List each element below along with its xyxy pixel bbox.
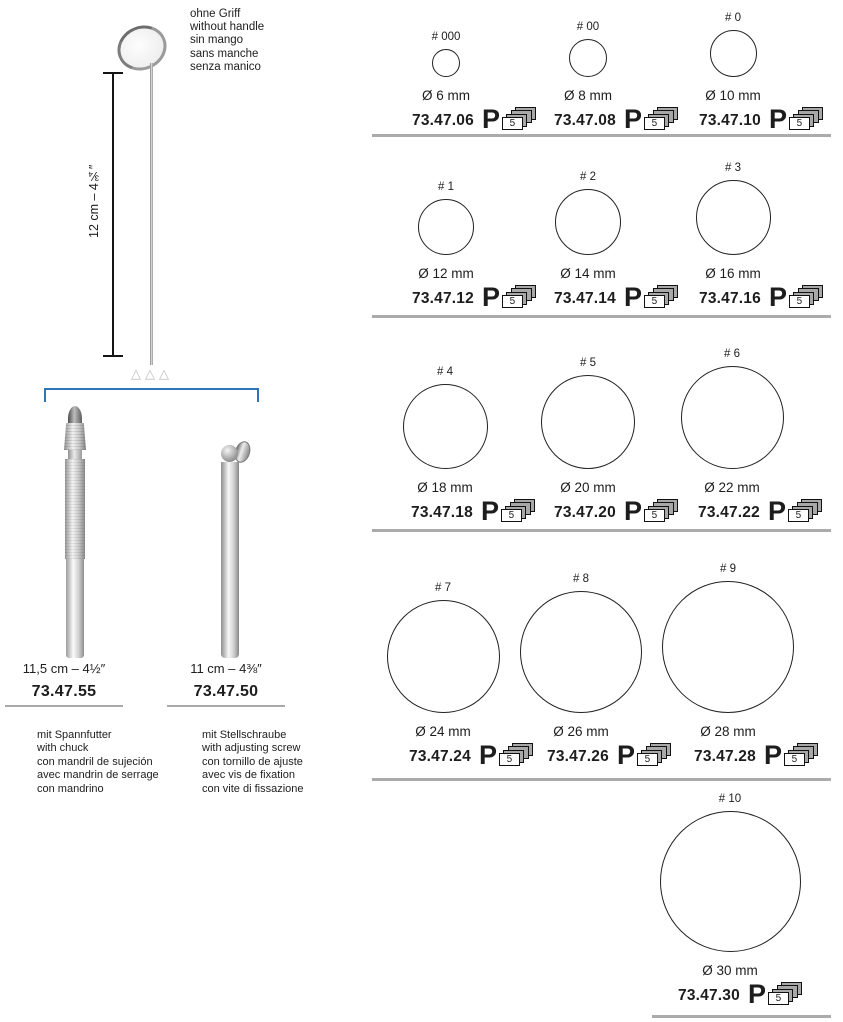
description-line: con tornillo de ajuste xyxy=(202,755,303,768)
pack-quantity-value: 5 xyxy=(789,295,810,308)
row-divider xyxy=(372,315,831,318)
diameter-label: Ø 6 mm xyxy=(421,88,470,103)
variant-line: sin mango xyxy=(190,34,244,47)
catalog-number: 73.47.14 xyxy=(554,290,616,307)
pack-letter: P xyxy=(623,496,642,526)
mirror-diameter-circle xyxy=(403,384,488,469)
description-line: with chuck xyxy=(37,742,89,755)
pack-quantity-icon xyxy=(637,743,661,767)
catalog-number: 73.47.50 xyxy=(167,683,285,707)
pack-quantity-value: 5 xyxy=(644,117,665,130)
pack-quantity-icon xyxy=(789,285,813,309)
catalog-number: 73.47.10 xyxy=(699,112,761,129)
row-divider xyxy=(652,1015,831,1018)
knurled-grip xyxy=(65,459,85,559)
pack-letter: P xyxy=(768,104,787,134)
measurement-cap-bottom xyxy=(103,355,123,357)
variant-line: senza manico xyxy=(190,60,261,73)
pack-quantity-icon xyxy=(644,499,668,523)
catalog-number: 73.47.26 xyxy=(547,748,609,765)
pack-quantity-value: 5 xyxy=(644,509,665,522)
description-line: avec vis de fixation xyxy=(202,769,295,782)
pack-letter: P xyxy=(481,282,500,312)
pack-letter: P xyxy=(480,496,499,526)
size-number-label: # 5 xyxy=(580,357,596,369)
mirror-diameter-circle xyxy=(418,199,474,255)
mirror-diameter-circle xyxy=(541,375,635,469)
diameter-label: Ø 18 mm xyxy=(417,480,473,495)
chuck-waist xyxy=(68,450,82,459)
measurement-line xyxy=(112,73,114,357)
diameter-label: Ø 20 mm xyxy=(560,480,616,495)
mirror-size-item xyxy=(365,366,525,526)
handle-body xyxy=(66,559,84,658)
mirror-size-item xyxy=(366,181,526,312)
pack-quantity-icon xyxy=(768,982,803,1006)
size-number-label: # 2 xyxy=(580,171,596,183)
diameter-label: Ø 12 mm xyxy=(418,266,474,281)
size-number-label: # 9 xyxy=(720,563,736,575)
handle-screw-info xyxy=(167,661,285,707)
pack-quantity-icon xyxy=(502,285,526,309)
mirror-diameter-circle xyxy=(432,49,460,77)
diameter-label: Ø 8 mm xyxy=(563,88,612,103)
catalog-number: 73.47.28 xyxy=(694,748,756,765)
size-number-label: # 0 xyxy=(725,12,741,24)
mirror-diameter-circle xyxy=(681,366,784,469)
pack-quantity-value: 5 xyxy=(637,753,658,766)
size-number-label: # 00 xyxy=(576,21,600,33)
catalog-number: 73.47.18 xyxy=(411,504,473,521)
mirror-diameter-circle xyxy=(555,189,621,255)
size-number-label: # 10 xyxy=(718,793,742,805)
handle-length-label: 11,5 cm – 4½″ xyxy=(22,661,106,676)
mirror-diameter-circle xyxy=(710,30,757,77)
mirror-size-item xyxy=(650,793,810,1009)
chuck-tip xyxy=(68,406,82,424)
description-line: con mandrino xyxy=(37,782,104,795)
diameter-label: Ø 22 mm xyxy=(704,480,760,495)
catalog-number: 73.47.55 xyxy=(5,683,123,707)
diameter-label: Ø 28 mm xyxy=(700,724,756,739)
pack-quantity-value: 5 xyxy=(499,753,520,766)
size-number-label: # 7 xyxy=(435,582,451,594)
mirror-diameter-circle xyxy=(696,180,771,255)
mirror-diameter-circle xyxy=(520,591,642,713)
size-number-label: # 4 xyxy=(437,366,453,378)
diameter-label: Ø 16 mm xyxy=(705,266,761,281)
size-number-label: # 000 xyxy=(431,31,461,43)
mirror-size-item xyxy=(652,348,812,526)
handle-with-screw-illustration xyxy=(219,441,253,658)
mirror-size-item xyxy=(648,563,808,770)
mirror-diameter-circle xyxy=(387,600,500,713)
pack-quantity-value: 5 xyxy=(768,992,789,1005)
pack-quantity-value: 5 xyxy=(501,509,522,522)
pack-quantity-icon xyxy=(788,499,812,523)
variant-line: without handle xyxy=(190,21,265,34)
pack-quantity-value: 5 xyxy=(788,509,809,522)
catalog-row xyxy=(366,104,526,134)
mirror-size-item xyxy=(501,573,661,770)
description-line: avec mandrin de serrage xyxy=(37,769,159,782)
pack-quantity-icon xyxy=(789,107,813,131)
pack-letter: P xyxy=(768,282,787,312)
row-divider xyxy=(372,529,831,532)
compatibility-triangles-icon: △△△ xyxy=(131,366,173,381)
mirror-diameter-circle xyxy=(662,581,794,713)
handle-screw-description xyxy=(202,729,304,796)
pack-letter: P xyxy=(763,740,782,770)
catalog-number: 73.47.20 xyxy=(554,504,616,521)
pack-quantity-value: 5 xyxy=(784,753,805,766)
catalog-row xyxy=(366,282,526,312)
handle-length-label: 11 cm – 4⅜″ xyxy=(190,661,262,676)
catalog-number: 73.47.06 xyxy=(412,112,474,129)
mirror-size-item xyxy=(366,31,526,134)
variant-description xyxy=(190,8,264,74)
catalog-row xyxy=(365,496,525,526)
pack-quantity-icon xyxy=(502,107,526,131)
pack-quantity-icon xyxy=(501,499,525,523)
variant-line: sans manche xyxy=(190,47,259,60)
shaft-length-label: 12 cm – 4¾″ xyxy=(87,164,101,238)
pack-quantity-icon xyxy=(644,107,668,131)
pack-letter: P xyxy=(623,104,642,134)
catalog-number: 73.47.22 xyxy=(698,504,760,521)
catalog-number: 73.47.30 xyxy=(678,987,740,1004)
mirror-head-illustration xyxy=(110,18,174,79)
description-line: con vite di fissazione xyxy=(202,782,304,795)
pack-letter: P xyxy=(623,282,642,312)
pack-quantity-value: 5 xyxy=(502,117,523,130)
pack-letter: P xyxy=(767,496,786,526)
diameter-label: Ø 10 mm xyxy=(705,88,761,103)
pack-quantity-icon xyxy=(644,285,668,309)
pack-quantity-value: 5 xyxy=(644,295,665,308)
row-divider xyxy=(372,778,831,781)
mirror-shaft-illustration xyxy=(150,63,153,365)
handle-ball-head xyxy=(221,445,238,462)
catalog-row xyxy=(650,979,810,1009)
mirror-diameter-circle xyxy=(569,39,607,77)
size-number-label: # 8 xyxy=(573,573,589,585)
chuck-collar xyxy=(64,423,86,450)
measurement-cap-top xyxy=(103,72,123,74)
pack-letter: P xyxy=(747,979,766,1009)
pack-quantity-value: 5 xyxy=(789,117,810,130)
pack-letter: P xyxy=(478,740,497,770)
variant-line: ohne Griff xyxy=(190,8,241,20)
handle-body xyxy=(221,462,239,658)
description-line: with adjusting screw xyxy=(202,742,301,755)
pack-letter: P xyxy=(481,104,500,134)
pack-letter: P xyxy=(616,740,635,770)
row-divider xyxy=(372,134,831,137)
handle-chuck-info xyxy=(5,661,123,707)
diameter-label: Ø 24 mm xyxy=(415,724,471,739)
diameter-label: Ø 26 mm xyxy=(553,724,609,739)
description-line: mit Spannfutter xyxy=(37,729,112,741)
handle-chuck-description xyxy=(37,729,159,796)
catalog-number: 73.47.24 xyxy=(409,748,471,765)
size-number-label: # 1 xyxy=(438,181,454,193)
catalog-row xyxy=(363,740,523,770)
catalog-number: 73.47.16 xyxy=(699,290,761,307)
compatibility-bracket xyxy=(44,388,259,402)
mirror-size-item xyxy=(363,582,523,770)
pack-quantity-value: 5 xyxy=(502,295,523,308)
diameter-label: Ø 14 mm xyxy=(560,266,616,281)
handle-with-chuck-illustration xyxy=(63,406,87,658)
size-number-label: # 3 xyxy=(725,162,741,174)
catalog-number: 73.47.12 xyxy=(412,290,474,307)
mirror-diameter-circle xyxy=(660,811,801,952)
diameter-label: Ø 30 mm xyxy=(702,963,758,978)
pack-quantity-icon xyxy=(784,743,808,767)
description-line: con mandril de sujeción xyxy=(37,755,153,768)
size-number-label: # 6 xyxy=(724,348,740,360)
catalog-number: 73.47.08 xyxy=(554,112,616,129)
catalog-row xyxy=(648,740,808,770)
description-line: mit Stellschraube xyxy=(202,729,287,741)
